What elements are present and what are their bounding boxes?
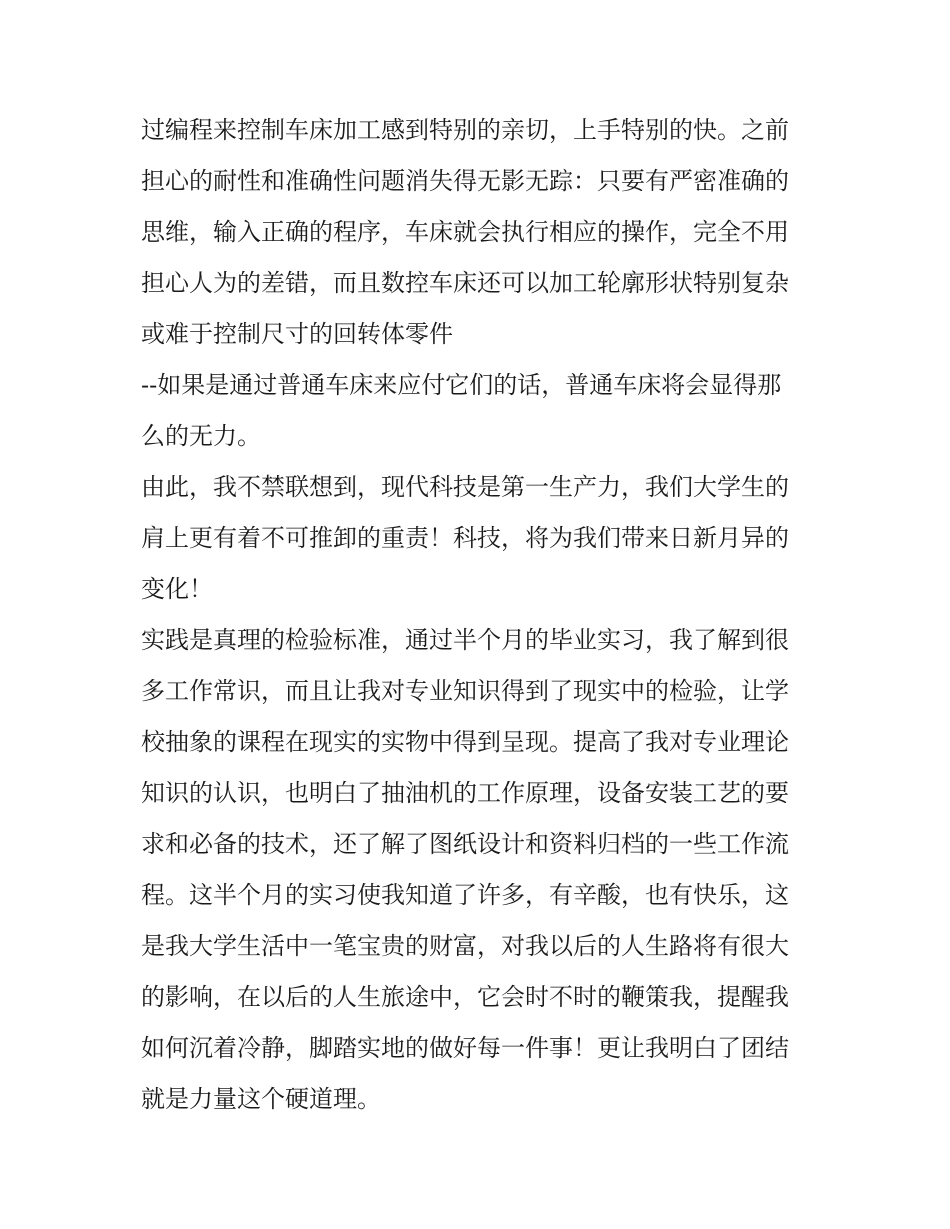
text-line: --如果是通过普通车床来应付它们的话，普通车床将会显得那 [141,371,782,399]
text-line: 程。这半个月的实习使我知道了许多，有辛酸，也有快乐，这 [141,881,789,909]
text-line: 担心人为的差错，而且数控车床还可以加工轮廓形状特别复杂 [141,269,789,297]
text-line: 多工作常识，而且让我对专业知识得到了现实中的检验，让学 [141,677,789,705]
text-line: 校抽象的课程在现实的实物中得到呈现。提高了我对专业理论 [141,728,789,756]
document-body [141,105,816,1125]
text-line: 过编程来控制车床加工感到特别的亲切，上手特别的快。之前 [141,116,789,144]
paragraph-technology [141,462,816,615]
text-line: 如何沉着冷静，脚踏实地的做好每一件事！更让我明白了团结 [141,1034,789,1062]
text-line: 么的无力。 [141,422,261,450]
text-line: 肩上更有着不可推卸的重责！科技，将为我们带来日新月异的 [141,524,789,552]
paragraph-practice-summary [141,615,816,1125]
text-line: 求和必备的技术，还了解了图纸设计和资料归档的一些工作流 [141,830,789,858]
text-line: 实践是真理的检验标准，通过半个月的毕业实习，我了解到很 [141,626,789,654]
text-line: 知识的认识，也明白了抽油机的工作原理，设备安装工艺的要 [141,779,789,807]
text-line: 变化！ [141,575,213,603]
text-line: 或难于控制尺寸的回转体零件 [141,320,453,348]
text-line: 就是力量这个硬道理。 [141,1085,381,1113]
text-line: 是我大学生活中一笔宝贵的财富，对我以后的人生路将有很大 [141,932,789,960]
paragraph-ordinary-lathe [141,360,816,462]
text-line: 思维，输入正确的程序，车床就会执行相应的操作，完全不用 [141,218,789,246]
text-line: 担心的耐性和准确性问题消失得无影无踪：只要有严密准确的 [141,167,789,195]
text-line: 的影响，在以后的人生旅途中，它会时不时的鞭策我，提醒我 [141,983,789,1011]
paragraph-cnc-programming [141,105,816,360]
text-line: 由此，我不禁联想到，现代科技是第一生产力，我们大学生的 [141,473,789,501]
